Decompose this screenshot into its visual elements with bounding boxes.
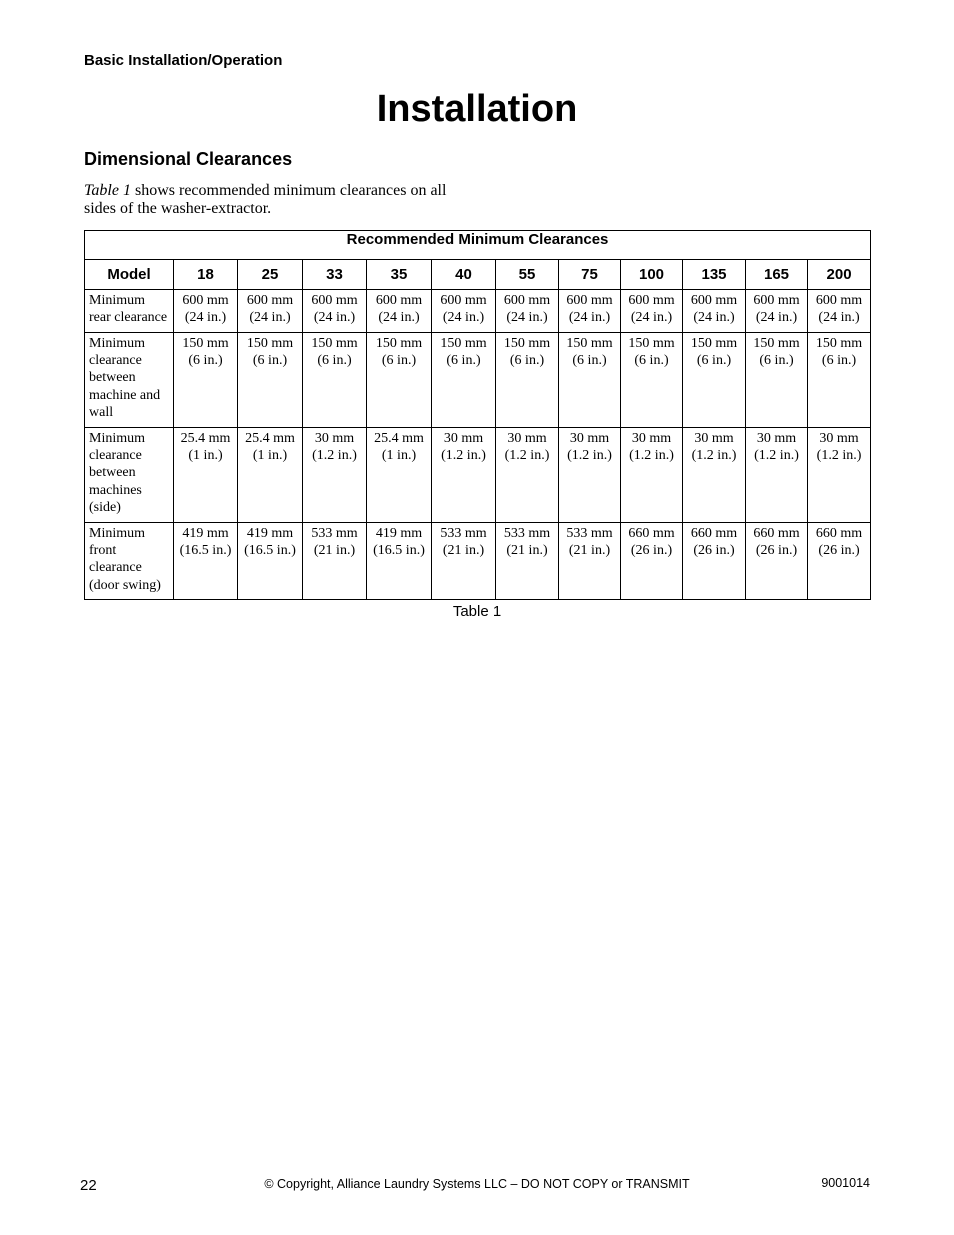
table-cell — [432, 523, 496, 600]
imperial-value: (1 in.) — [252, 448, 288, 464]
metric-value: 150 mm — [440, 336, 487, 351]
imperial-value: (16.5 in.) — [179, 543, 232, 559]
imperial-value: (21 in.) — [506, 543, 548, 559]
table-cell — [367, 523, 432, 600]
table-cell — [367, 290, 432, 333]
imperial-value: (6 in.) — [446, 353, 481, 369]
imperial-value: (24 in.) — [249, 310, 291, 326]
metric-value: 30 mm — [507, 431, 547, 446]
metric-value: 150 mm — [503, 336, 551, 351]
metric-value: 533 mm — [311, 526, 358, 541]
imperial-value: (24 in.) — [818, 310, 860, 326]
table-cell — [621, 523, 683, 600]
metric-value: 600 mm — [566, 293, 613, 308]
page-title: Installation — [376, 88, 578, 130]
table-cell — [238, 290, 303, 333]
imperial-value: (6 in.) — [317, 353, 352, 369]
table-cell — [367, 428, 432, 523]
metric-value: 600 mm — [753, 293, 800, 308]
table-cell — [238, 333, 303, 428]
imperial-value: (6 in.) — [572, 353, 607, 369]
table-cell — [808, 428, 871, 523]
table-cell — [683, 428, 746, 523]
metric-value: 600 mm — [182, 293, 229, 308]
metric-value: 150 mm — [311, 336, 358, 351]
model-40: 40 — [432, 260, 496, 290]
metric-value: 25.4 mm — [245, 431, 295, 446]
imperial-value: (24 in.) — [693, 310, 735, 326]
metric-value: 533 mm — [566, 526, 613, 541]
table-cell — [808, 523, 871, 600]
table-cell — [683, 523, 746, 600]
metric-value: 30 mm — [694, 431, 734, 446]
metric-value: 600 mm — [246, 293, 294, 308]
model-100: 100 — [621, 260, 683, 290]
imperial-value: (6 in.) — [634, 353, 669, 369]
table-cell — [496, 523, 559, 600]
table-cell — [174, 523, 238, 600]
model-33: 33 — [303, 260, 367, 290]
metric-value: 150 mm — [815, 336, 863, 351]
metric-value: 30 mm — [314, 431, 355, 446]
metric-value: 150 mm — [566, 336, 613, 351]
metric-value: 660 mm — [815, 526, 863, 541]
metric-value: 419 mm — [182, 526, 229, 541]
document-number: 9001014 — [821, 1176, 870, 1190]
metric-value: 660 mm — [753, 526, 800, 541]
imperial-value: (26 in.) — [693, 543, 735, 559]
imperial-value: (26 in.) — [755, 543, 798, 559]
imperial-value: (1.2 in.) — [629, 448, 674, 464]
imperial-value: (24 in.) — [755, 310, 798, 326]
metric-value: 150 mm — [246, 336, 294, 351]
row-label: Minimum front clearance (door swing) — [85, 523, 174, 600]
table-row — [85, 428, 871, 523]
subheading: Dimensional Clearances — [84, 149, 293, 169]
table-cell — [559, 333, 621, 428]
imperial-value: (6 in.) — [821, 353, 857, 369]
imperial-value: (6 in.) — [509, 353, 545, 369]
metric-value: 533 mm — [503, 526, 551, 541]
model-35: 35 — [367, 260, 432, 290]
table-row — [85, 523, 871, 600]
row-label: Minimum clearance between machine and wall — [85, 333, 174, 428]
row-label: Minimum rear clearance — [85, 290, 174, 333]
metric-value: 419 mm — [246, 526, 294, 541]
model-135: 135 — [683, 260, 746, 290]
imperial-value: (24 in.) — [630, 310, 673, 326]
metric-value: 150 mm — [182, 336, 229, 351]
model-25: 25 — [238, 260, 303, 290]
imperial-value: (1 in.) — [381, 448, 417, 464]
metric-value: 150 mm — [628, 336, 675, 351]
table-cell — [432, 290, 496, 333]
imperial-value: (26 in.) — [818, 543, 860, 559]
table-row — [85, 290, 871, 333]
table-cell — [746, 523, 808, 600]
table-cell — [303, 333, 367, 428]
imperial-value: (6 in.) — [759, 353, 794, 369]
table-cell — [496, 428, 559, 523]
table-cell — [303, 290, 367, 333]
page-number: 22 — [80, 1177, 97, 1194]
imperial-value: (1 in.) — [188, 448, 223, 464]
table-cell — [746, 290, 808, 333]
table-body — [85, 290, 871, 600]
imperial-value: (16.5 in.) — [373, 543, 425, 559]
table-cell — [496, 333, 559, 428]
table-cell — [432, 428, 496, 523]
imperial-value: (1.2 in.) — [754, 448, 799, 464]
metric-value: 150 mm — [690, 336, 738, 351]
imperial-value: (21 in.) — [568, 543, 611, 559]
model-165: 165 — [746, 260, 808, 290]
model-18: 18 — [174, 260, 238, 290]
metric-value: 30 mm — [819, 431, 859, 446]
table-cell — [746, 428, 808, 523]
imperial-value: (24 in.) — [442, 310, 485, 326]
metric-value: 600 mm — [815, 293, 863, 308]
metric-value: 660 mm — [628, 526, 675, 541]
imperial-value: (24 in.) — [313, 310, 356, 326]
table-cell — [238, 428, 303, 523]
metric-value: 30 mm — [756, 431, 797, 446]
table-cell — [808, 290, 871, 333]
table-cell — [174, 333, 238, 428]
metric-value: 150 mm — [753, 336, 800, 351]
metric-value: 600 mm — [440, 293, 487, 308]
clearances-table — [84, 230, 871, 600]
imperial-value: (26 in.) — [630, 543, 673, 559]
imperial-value: (1.2 in.) — [441, 448, 486, 464]
imperial-value: (1.2 in.) — [691, 448, 737, 464]
section-header: Basic Installation/Operation — [84, 52, 283, 69]
metric-value: 25.4 mm — [180, 431, 231, 446]
table-cell — [367, 333, 432, 428]
imperial-value: (1.2 in.) — [567, 448, 612, 464]
metric-value: 533 mm — [440, 526, 487, 541]
row-label: Minimum clearance between machines (side) — [85, 428, 174, 523]
imperial-value: (24 in.) — [184, 310, 227, 326]
table-cell — [683, 333, 746, 428]
metric-value: 25.4 mm — [374, 431, 424, 446]
table-cell — [808, 333, 871, 428]
metric-value: 30 mm — [569, 431, 610, 446]
table-label: Table 1 — [452, 603, 502, 620]
table-cell — [746, 333, 808, 428]
metric-value: 150 mm — [375, 336, 423, 351]
table-cell — [174, 290, 238, 333]
metric-value: 600 mm — [628, 293, 675, 308]
table-row — [85, 333, 871, 428]
table-cell — [621, 333, 683, 428]
table-cell — [621, 290, 683, 333]
table-reference: Table 1 — [84, 182, 131, 199]
metric-value: 600 mm — [503, 293, 551, 308]
imperial-value: (21 in.) — [442, 543, 485, 559]
model-header: Model — [85, 260, 174, 290]
metric-value: 600 mm — [311, 293, 358, 308]
metric-value: 600 mm — [375, 293, 423, 308]
imperial-value: (1.2 in.) — [816, 448, 862, 464]
metric-value: 30 mm — [631, 431, 672, 446]
table-cell — [303, 523, 367, 600]
intro-paragraph — [84, 182, 464, 218]
table-cell — [174, 428, 238, 523]
imperial-value: (1.2 in.) — [504, 448, 550, 464]
model-55: 55 — [496, 260, 559, 290]
copyright-notice: © Copyright, Alliance Laundry Systems LLC – DO NOT COPY or TRANSMIT — [264, 1177, 690, 1191]
imperial-value: (6 in.) — [696, 353, 732, 369]
model-200: 200 — [808, 260, 871, 290]
imperial-value: (16.5 in.) — [244, 543, 296, 559]
table-cell — [496, 290, 559, 333]
metric-value: 600 mm — [690, 293, 738, 308]
imperial-value: (24 in.) — [568, 310, 611, 326]
metric-value: 30 mm — [443, 431, 484, 446]
table-cell — [432, 333, 496, 428]
imperial-value: (6 in.) — [252, 353, 288, 369]
metric-value: 660 mm — [690, 526, 738, 541]
intro-text: shows recommended minimum clearances on all sides of the washer-extractor. — [84, 182, 447, 217]
table-cell — [559, 523, 621, 600]
imperial-value: (6 in.) — [381, 353, 417, 369]
table-caption: Recommended Minimum Clearances — [85, 231, 871, 260]
imperial-value: (21 in.) — [313, 543, 356, 559]
model-75: 75 — [559, 260, 621, 290]
table-cell — [238, 523, 303, 600]
imperial-value: (1.2 in.) — [312, 448, 357, 464]
table-cell — [559, 428, 621, 523]
imperial-value: (24 in.) — [506, 310, 548, 326]
table-cell — [683, 290, 746, 333]
metric-value: 419 mm — [375, 526, 423, 541]
table-cell — [303, 428, 367, 523]
table-cell — [621, 428, 683, 523]
model-header-row — [85, 260, 871, 290]
imperial-value: (6 in.) — [188, 353, 223, 369]
table-cell — [559, 290, 621, 333]
imperial-value: (24 in.) — [378, 310, 420, 326]
